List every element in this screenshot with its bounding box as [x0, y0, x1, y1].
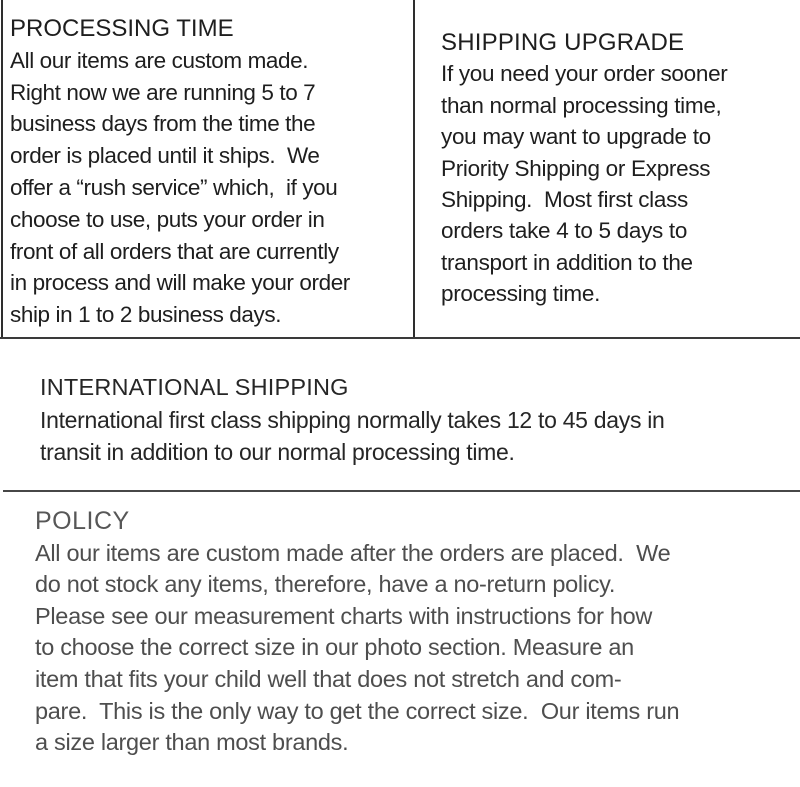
processing-time-text-line: choose to use, puts your order in	[10, 206, 325, 232]
processing-time-text-line: offer a “rush service” which, if you	[10, 174, 338, 200]
shipping-upgrade-text-line: transport in addition to the	[441, 249, 693, 275]
processing-time-text-line: order is placed until it ships. We	[10, 143, 320, 169]
shipping-upgrade-section	[441, 27, 791, 310]
processing-time-text-line: All our items are custom made.	[10, 47, 309, 73]
international-shipping-text-line: transit in addition to our normal processing time.	[40, 439, 515, 465]
policy-text-line: pare. This is the only way to get the correct size. Our items run	[35, 697, 680, 724]
processing-time-text-line: business days from the time the	[10, 111, 316, 137]
policy-text-line: to choose the correct size in our photo section. Measure an	[35, 634, 634, 661]
policy-text-line: a size larger than most brands.	[35, 729, 349, 756]
policy-section	[35, 506, 785, 759]
processing-time-text-line: ship in 1 to 2 business days.	[10, 302, 282, 328]
left-border-line	[1, 0, 3, 338]
shipping-upgrade-text-line: orders take 4 to 5 days to	[441, 218, 688, 244]
shipping-upgrade-text-line: If you need your order sooner	[441, 61, 728, 87]
column-divider-line	[413, 0, 415, 338]
horizontal-rule-policy	[3, 490, 800, 492]
shipping-upgrade-text-line: Shipping. Most first class	[441, 187, 688, 213]
shipping-upgrade-text-line: Priority Shipping or Express	[441, 155, 711, 181]
shipping-upgrade-text-line: you may want to upgrade to	[441, 124, 711, 150]
processing-time-section	[10, 13, 410, 331]
policy-text-line: All our items are custom made after the orders are placed. We	[35, 539, 671, 566]
policy-text-line: Please see our measurement charts with instructions for how	[35, 602, 653, 629]
horizontal-rule-top	[0, 337, 800, 339]
policy-heading: POLICY	[35, 507, 130, 535]
policy-text-line: item that fits your child well that does not stretch and com-	[35, 665, 622, 692]
international-shipping-text-line: International first class shipping normally takes 12 to 45 days in	[40, 406, 665, 433]
processing-time-text-line: Right now we are running 5 to 7	[10, 79, 316, 105]
shipping-upgrade-heading: SHIPPING UPGRADE	[441, 29, 685, 56]
shipping-upgrade-text-line: than normal processing time,	[441, 92, 722, 118]
policy-text-line: do not stock any items, therefore, have a no-return policy.	[35, 571, 616, 598]
international-shipping-section	[40, 371, 785, 469]
international-shipping-heading: INTERNATIONAL SHIPPING	[40, 374, 349, 400]
processing-time-heading: PROCESSING TIME	[10, 15, 234, 42]
shipping-upgrade-text-line: processing time.	[441, 281, 601, 307]
processing-time-text-line: in process and will make your order	[10, 270, 350, 296]
processing-time-text-line: front of all orders that are currently	[10, 238, 339, 264]
